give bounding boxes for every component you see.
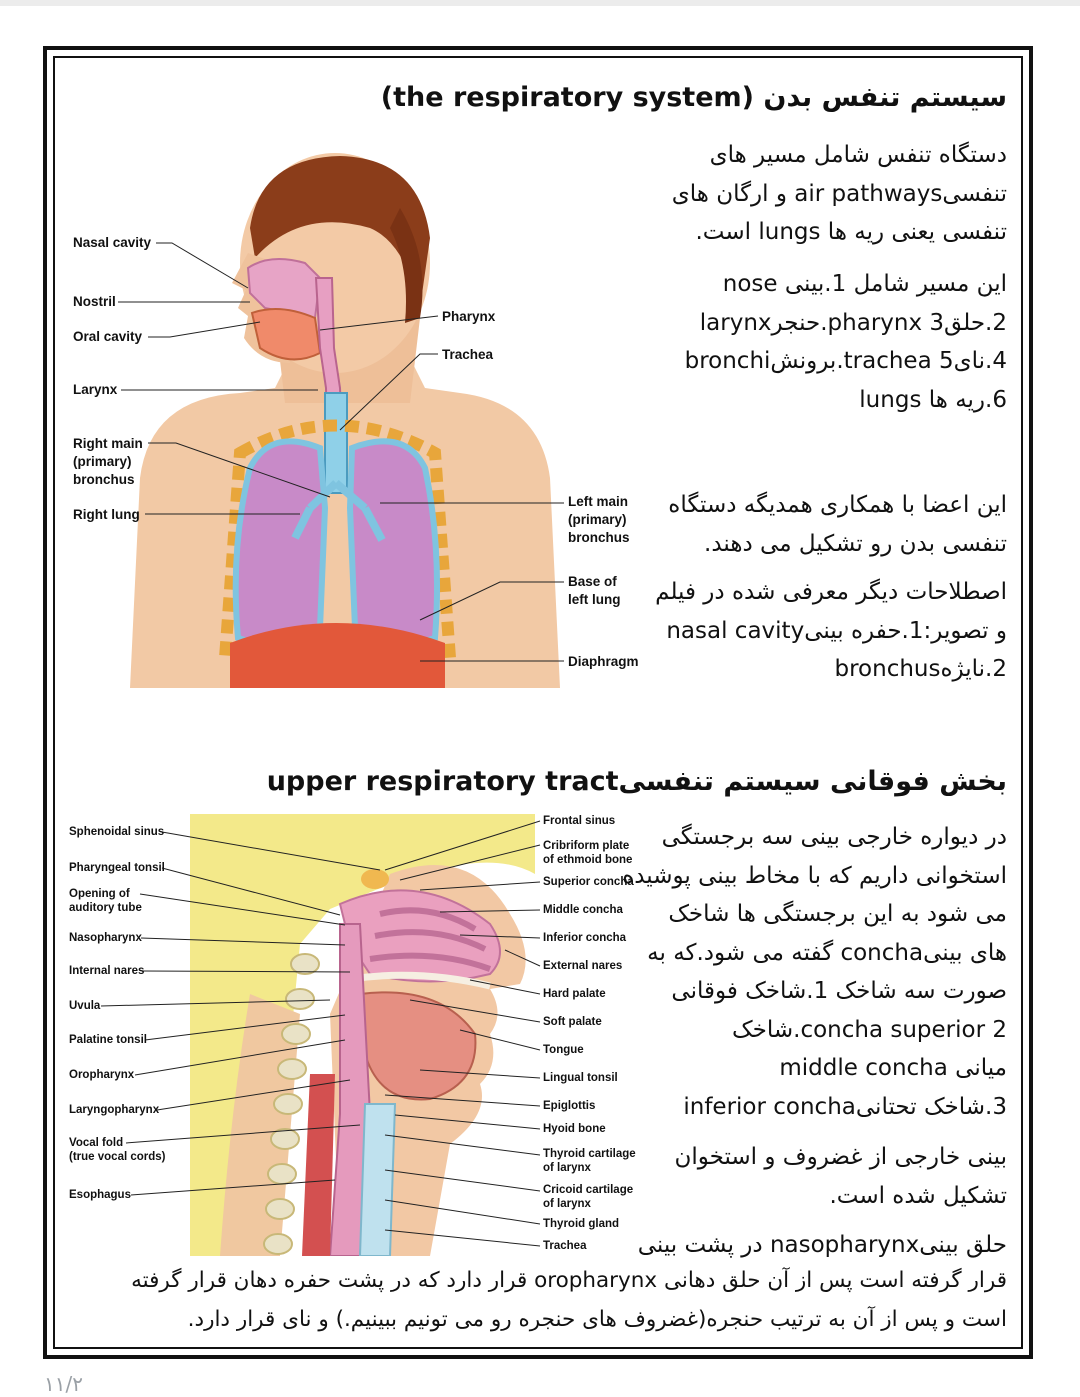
- section1-title: سیستم تنفس بدن (the respiratory system): [380, 82, 1007, 113]
- label-nasal-cavity: Nasal cavity: [73, 235, 152, 250]
- concha-line: صورت سه شاخک 1.شاخک فوقانی: [671, 978, 1007, 1004]
- label-lingual-tonsil: Lingual tonsil: [543, 1072, 618, 1084]
- nasopharynx-line: حلق بینیnasopharynx در پشت بینی: [637, 1232, 1007, 1258]
- closing-line: قرار گرفته است پس از آن حلق دهانی oropharynx قرار دارد که در پشت حفره دهان قرار گرفته: [131, 1268, 1007, 1293]
- label-thyroid-gland: Thyroid gland: [543, 1218, 620, 1230]
- intro-line: تنفسی یعنی ریه ها lungs است.: [695, 219, 1007, 245]
- terms-line: 2.نایژهbronchus: [834, 656, 1007, 682]
- label-opening-auditory-tube: [69, 887, 142, 915]
- page-number: ١١/٢: [44, 1372, 83, 1396]
- label-line: (true vocal cords): [69, 1151, 166, 1163]
- label-soft-palate: Soft palate: [543, 1016, 602, 1028]
- label-oral-cavity: Oral cavity: [73, 329, 143, 344]
- label-uvula: Uvula: [69, 1000, 101, 1012]
- label-esophagus: Esophagus: [69, 1189, 131, 1201]
- label-line: auditory tube: [69, 902, 142, 914]
- label-line: Base of: [568, 574, 617, 589]
- label-cribriform-plate: [543, 839, 632, 867]
- concha-line: concha superior 2.شاخک: [732, 1016, 1007, 1043]
- label-cricoid-cartilage: [543, 1183, 633, 1211]
- label-line: of larynx: [543, 1198, 591, 1210]
- label-laryngopharynx: Laryngopharynx: [69, 1104, 160, 1116]
- intro-line: تنفسیair pathways و ارگان های: [671, 180, 1007, 207]
- label-larynx: Larynx: [73, 382, 118, 397]
- terms-line: و تصویر:1.حفره بینیnasal cavity: [666, 617, 1007, 644]
- label-line: Cricoid cartilage: [543, 1184, 634, 1196]
- label-line: Left main: [568, 494, 629, 509]
- label-frontal-sinus: Frontal sinus: [543, 815, 616, 827]
- concha-line: در دیواره خارجی بینی سه برجستگی: [661, 824, 1007, 850]
- cooperation-line: تنفسی بدن رو تشکیل می دهند.: [704, 530, 1007, 557]
- label-pharynx: Pharynx: [442, 309, 496, 324]
- label-internal-nares: Internal nares: [69, 965, 145, 977]
- list-line: 2.حلقpharynx 3.حنجرlarynx: [699, 309, 1007, 336]
- label-diaphragm: Diaphragm: [568, 654, 639, 669]
- concha-line: میانی middle concha: [779, 1055, 1007, 1081]
- label-tongue: Tongue: [543, 1044, 584, 1056]
- terms-line: اصطلاحات دیگر معرفی شده در فیلم: [655, 579, 1007, 605]
- label-inferior-concha: Inferior concha: [543, 932, 627, 944]
- concha-line: استخوانی داریم که با مخاط بینی پوشیده: [622, 862, 1007, 889]
- intro-line: دستگاه تنفس شامل مسیر های: [709, 142, 1007, 168]
- label-line: Cribriform plate: [543, 840, 630, 852]
- label-palatine-tonsil: Palatine tonsil: [69, 1034, 147, 1046]
- label-hyoid-bone: Hyoid bone: [543, 1123, 606, 1135]
- label-middle-concha: Middle concha: [543, 904, 623, 916]
- list-line: این مسیر شامل 1.بینی nose: [722, 271, 1007, 297]
- concha-line: می شود به این برجستگی ها شاخک: [668, 901, 1007, 927]
- label-line: left lung: [568, 592, 621, 607]
- label-right-lung: Right lung: [73, 507, 140, 522]
- label-line: of larynx: [543, 1162, 591, 1174]
- label-epiglottis: Epiglottis: [543, 1100, 596, 1112]
- section2-title: بخش فوقانی سیستم تنفسیupper respiratory tract: [266, 766, 1007, 797]
- list-line: 4.نایtrachea 5.برونشbronchi: [684, 348, 1007, 374]
- label-oropharynx: Oropharynx: [69, 1069, 135, 1081]
- label-line: Right main: [73, 436, 143, 451]
- label-trachea-lower: Trachea: [543, 1240, 587, 1252]
- label-line: bronchus: [73, 472, 135, 487]
- concha-line: 3.شاخک تحتانیinferior concha: [683, 1093, 1007, 1120]
- label-sphenoidal-sinus: Sphenoidal sinus: [69, 826, 165, 838]
- label-thyroid-cartilage: [543, 1147, 636, 1175]
- external-nose-line: تشکیل شده است.: [829, 1182, 1007, 1209]
- label-line: bronchus: [568, 530, 630, 545]
- label-external-nares: External nares: [543, 960, 623, 972]
- concha-line: های بینیconcha گفته می شود.که به: [647, 939, 1007, 966]
- label-line: of ethmoid bone: [543, 854, 633, 866]
- label-line: (primary): [73, 454, 132, 469]
- closing-line: است و پس از آن به ترتیب حنجره(غضروف های حنجره رو می تونیم ببینیم.) و نای قرار دارد.: [187, 1306, 1007, 1332]
- label-pharyngeal-tonsil: Pharyngeal tonsil: [69, 862, 165, 874]
- label-line: Thyroid cartilage: [543, 1148, 636, 1160]
- list-line: 6.ریه ها lungs: [859, 386, 1007, 413]
- label-line: Opening of: [69, 888, 130, 900]
- cooperation-line: این اعضا با همکاری همدیگه دستگاه: [668, 492, 1007, 518]
- label-vocal-fold: [69, 1136, 166, 1164]
- label-hard-palate: Hard palate: [543, 988, 606, 1000]
- label-superior-concha: Superior concha: [543, 876, 634, 888]
- label-line: (primary): [568, 512, 627, 527]
- label-line: Vocal fold: [69, 1137, 124, 1149]
- label-trachea: Trachea: [442, 347, 494, 362]
- external-nose-line: بینی خارجی از غضروف و استخوان: [674, 1144, 1007, 1170]
- label-nasopharynx: Nasopharynx: [69, 932, 142, 944]
- label-nostril: Nostril: [73, 294, 116, 309]
